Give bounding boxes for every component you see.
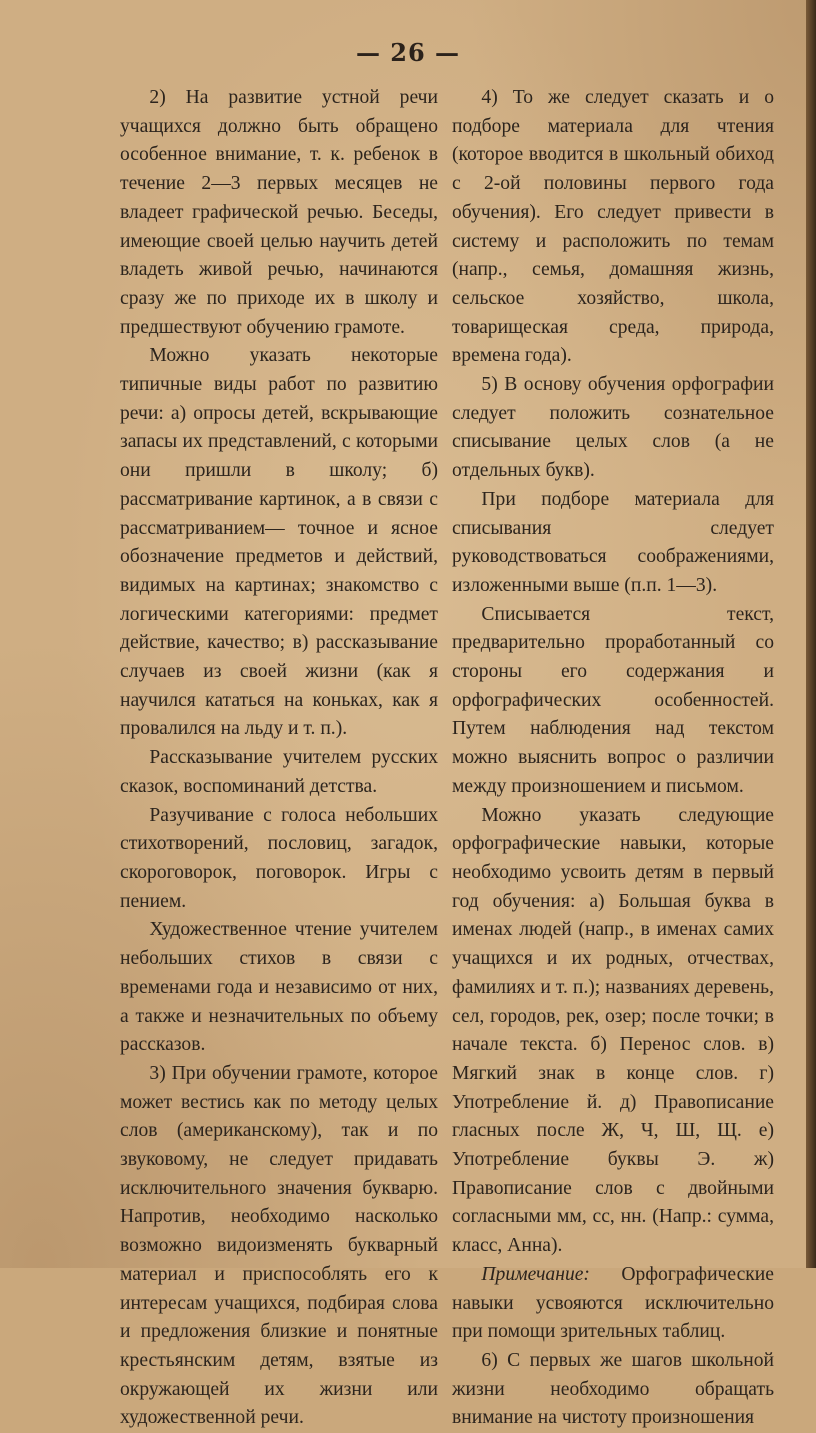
left-column <box>120 84 438 1433</box>
book-binding-edge <box>806 0 816 1268</box>
paragraph-orthographic-skills: Можно указать следующие орфографические навыки, которые необходимо усвоить детям в первый год обучения: а) Большая буква в именах людей (напр., в именах самих учащихся и их родных, отчествах, фамилиях и т. п.); названиях деревень, сел, городов, рек, озер; после точки; в начале текста. б) Перенос слов. в) Мягкий знак в конце слов. г) Употребление й. д) Правописание гласных после Ж, Ч, Ш, Щ. е) Употребление буквы Э. ж) Правописание слов с двойными согласными мм, сс, нн. (Напр.: сумма, класс, Анна). <box>452 804 774 1257</box>
right-column <box>452 84 774 1433</box>
paragraph-pronunciation: 6) С первых же шагов школьной жизни необходимо обращать внимание на чистоту произношения <box>452 1349 774 1429</box>
note-paragraph <box>452 1261 774 1347</box>
page-number: — 26 — <box>355 38 461 67</box>
paragraph-copied-text: Списывается текст, предварительно проработанный со стороны его содержания и орфографических особенностей. Путем наблюдения над текстом можно выяснить вопрос о различии между произношением и письмом. <box>452 603 774 797</box>
paragraph-artistic-reading: Художественное чтение учителем небольших стихов в связи с временами года и независимо от них, а также и незначительных по объему рассказов. <box>120 919 438 1056</box>
paragraph-copying-material: При подборе материала для списывания следует руководствоваться соображениями, изложенными выше (п.п. 1—3). <box>452 488 774 596</box>
note-label: Примечание: <box>481 1263 590 1285</box>
paragraph-speech-development: 2) На развитие устной речи учащихся должно быть обращено особенное внимание, т. к. ребенок в течение 2—3 первых месяцев не владеет графической речью. Беседы, имеющие своей целью научить детей владеть живой речью, начинаются сразу же по приходе их в школу и предшествуют обучению грамоте. <box>120 87 438 338</box>
paragraph-reading-material: 4) То же следует сказать и о подборе материала для чтения (которое вводится в школьный обиход с 2-ой половины первого года обучения). Его следует привести в систему и расположить по темам (напр., семья, домашняя жизнь, сельское хозяйство, школа, товарищеская среда, природа, времена года). <box>452 87 774 367</box>
paragraph-storytelling: Рассказывание учителем русских сказок, воспоминаний детства. <box>120 747 438 797</box>
paragraph-memorization: Разучивание с голоса небольших стихотворений, пословиц, загадок, скороговорок, поговорок. Игры с пением. <box>120 804 438 912</box>
paragraph-literacy: 3) При обучении грамоте, которое может вестись как по методу целых слов (американскому), так и по звуковому, не следует придавать исключительного значения букварю. Напротив, необходимо насколько возможно видоизменять букварный материал и приспособлять его к интересам учащихся, подбирая слова и предложения близкие и понятные крестьянским детям, взятые из окружающей их жизни или художественной речи. <box>120 1062 438 1429</box>
note-text: Орфографические навыки усвояются исключительно при помощи зрительных таблиц. <box>452 1263 774 1343</box>
paragraph-orthography: 5) В основу обучения орфографии следует положить сознательное списывание целых слов (а не отдельных букв). <box>452 374 774 482</box>
paragraph-work-types: Можно указать некоторые типичные виды работ по развитию речи: а) опросы детей, вскрывающие запасы их представлений, с которыми они пришли в школу; б) рассматривание картинок, а в связи с рассматриванием— точное и ясное обозначение предметов и действий, видимых на картинах; знакомство с логическими категориями: предмет действие, качество; в) рассказывание случаев из своей жизни (как я научился кататься на коньках, как я провалился на льду и т. п.). <box>120 345 438 740</box>
